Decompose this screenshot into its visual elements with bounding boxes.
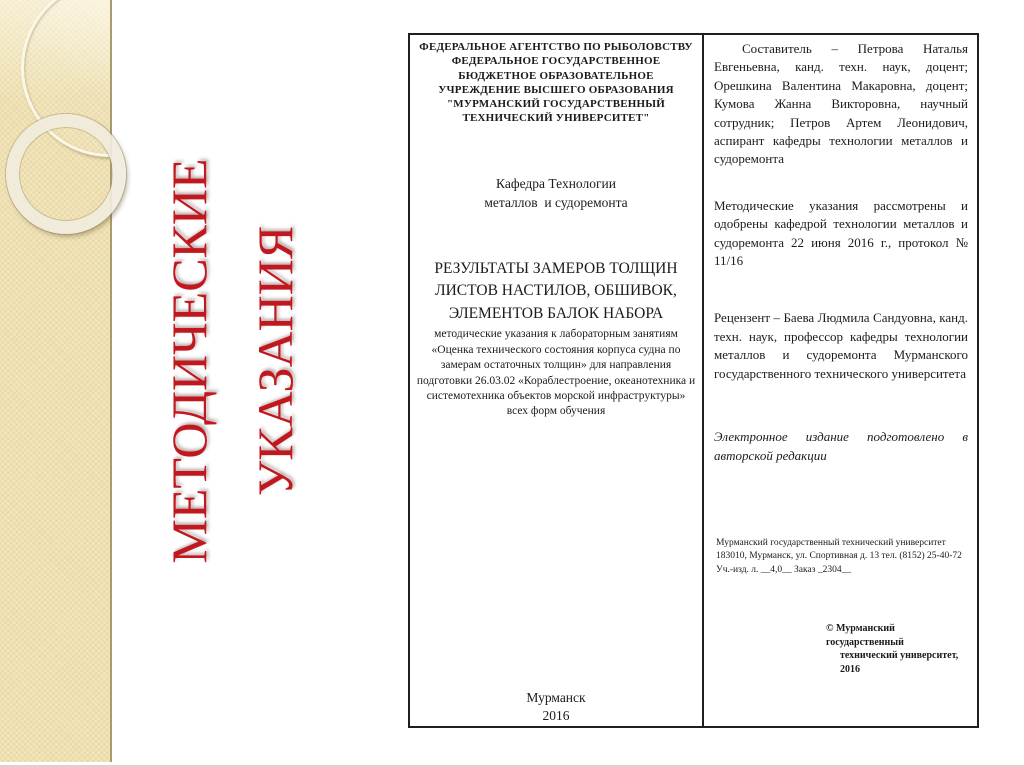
title-page-left-column <box>410 35 704 726</box>
slide-title-line1: МЕТОДИЧЕСКИЕ <box>161 158 217 564</box>
header-line: БЮДЖЕТНОЕ ОБРАЗОВАТЕЛЬНОЕ <box>458 69 654 82</box>
imprint-line: Уч.-изд. л. __4,0__ Заказ _2304__ <box>716 564 852 575</box>
university-header <box>415 40 697 126</box>
year: 2016 <box>542 707 570 723</box>
copyright-icon: © <box>826 623 834 635</box>
copyright-line1: Мурманский государственный <box>826 623 904 648</box>
header-line: ФЕДЕРАЛЬНОЕ ГОСУДАРСТВЕННОЕ <box>451 55 661 68</box>
department-line: металлов и судоремонта <box>484 195 628 211</box>
imprint-line: 183010, Мурманск, ул. Спортивная д. 13 тел. (8152) 25-40-72 <box>716 551 962 562</box>
department-line: Кафедра Технологии <box>496 175 616 191</box>
city-year-block <box>410 689 702 724</box>
slide-title-line2: УКАЗАНИЯ <box>247 225 303 497</box>
compiler-paragraph: Составитель – Петрова Наталья Евгеньевна, канд. техн. наук, доцент; Орешкина Валентина Макаровна, доцент; Кумова Жанна Викторовна, научный сотрудник; Петров Артем Леонидович, аспирант кафедры технологии металлов и судоремонта <box>714 41 968 167</box>
edition-note: Электронное издание подготовлено в авторской редакции <box>714 429 968 463</box>
copyright-block <box>826 622 968 676</box>
slide-title-vertical <box>146 131 318 591</box>
header-line: "МУРМАНСКИЙ ГОСУДАРСТВЕННЫЙ <box>446 98 666 111</box>
decorative-ring-icon <box>6 114 126 234</box>
header-line: УЧРЕЖДЕНИЕ ВЫСШЕГО ОБРАЗОВАНИЯ <box>438 83 674 96</box>
imprint-block <box>714 537 968 578</box>
document-title-line: РЕЗУЛЬТАТЫ ЗАМЕРОВ ТОЛЩИН <box>434 259 678 277</box>
imprint-line: Мурманский государственный технический университет <box>716 537 946 548</box>
document-title <box>415 258 697 326</box>
document-title-line: ЛИСТОВ НАСТИЛОВ, ОБШИВОК, <box>435 282 677 300</box>
header-line: ФЕДЕРАЛЬНОЕ АГЕНТСТВО ПО РЫБОЛОВСТВУ <box>419 41 693 53</box>
department-name <box>415 174 697 213</box>
city: Мурманск <box>526 690 586 705</box>
document-title-line: ЭЛЕМЕНТОВ БАЛОК НАБОРА <box>448 304 664 322</box>
title-page-table <box>408 33 979 728</box>
copyright-line1-wrap <box>826 622 968 649</box>
approval-paragraph: Методические указания рассмотрены и одобрены кафедрой технологии металлов и судоремонта 22 июня 2016 г., протокол № 11/16 <box>714 197 968 269</box>
title-page-right-column <box>704 35 977 726</box>
reviewer-paragraph: Рецензент – Баева Людмила Сандуовна, канд. техн. наук, профессор кафедры технологии металлов и судоремонта Мурманского государственного технического университета <box>714 310 968 381</box>
document-subtitle: методические указания к лабораторным занятиям «Оценка технического состояния корпуса судна по замерам остаточных толщин» для направления подготовки 26.03.02 «Кораблестроение, океанотехника и системотехника объектов морской инфраструктуры» всех форм обучения <box>416 328 696 418</box>
header-line: ТЕХНИЧЕСКИЙ УНИВЕРСИТЕТ" <box>462 112 650 125</box>
copyright-line2: технический университет, 2016 <box>840 650 959 675</box>
